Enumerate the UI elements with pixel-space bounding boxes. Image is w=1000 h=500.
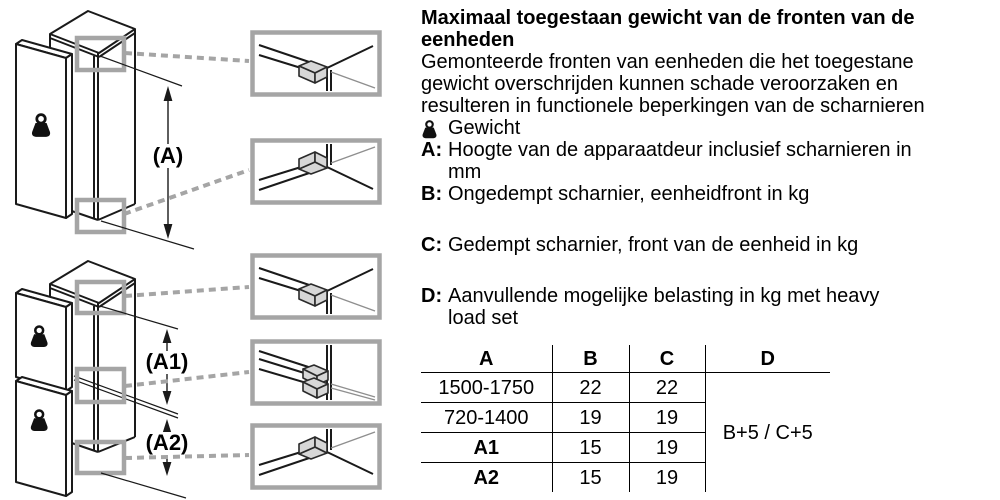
column-header-d: D (705, 345, 830, 373)
dimension-a2 (140, 419, 194, 476)
legend-item-c (421, 234, 986, 256)
leader-line (125, 287, 249, 296)
detail-callout-middle-hinges (253, 342, 380, 404)
cell-b: 15 (552, 463, 629, 493)
detail-callout-top-hinge (253, 256, 380, 318)
weight-icon (421, 117, 448, 139)
column-header-c: C (629, 345, 705, 373)
detail-callout-bottom-hinge (253, 141, 380, 203)
legend-item-d (421, 285, 986, 329)
dimension-label-a1: (A1) (145, 349, 189, 374)
cell-a: 1500-1750 (421, 373, 552, 403)
detail-callout-top-hinge (253, 33, 380, 95)
legend-label: Gedempt scharnier, front van de eenheid in kg (448, 234, 859, 256)
legend-key: B: (421, 183, 443, 205)
cell-d-merged: B+5 / C+5 (705, 373, 830, 493)
cell-c: 19 (629, 403, 705, 433)
dimension-label-a2: (A2) (145, 430, 189, 455)
page-title: Maximaal toegestaan gewicht van de fronten van de eenheden (421, 7, 915, 51)
max-front-weight-table (421, 345, 830, 492)
dimension-a1 (140, 329, 194, 405)
dimension-a (146, 86, 190, 239)
dimension-label-a: (A) (152, 143, 184, 168)
legend-label: Hoogte van de apparaatdeur inclusief scharnieren in mm (448, 139, 912, 183)
cell-a: A2 (473, 466, 500, 489)
cell-c: 19 (629, 463, 705, 493)
legend-label: Ongedempt scharnier, eenheidfront in kg (448, 183, 810, 205)
installation-diagram (0, 0, 410, 500)
leader-line (124, 170, 249, 214)
lower-door-panel (16, 377, 72, 496)
legend-key: A: (421, 139, 443, 161)
legend-item-weight (421, 117, 986, 139)
legend-list (421, 117, 986, 329)
cell-c: 22 (629, 373, 705, 403)
text-column (421, 7, 986, 492)
cell-a: A1 (421, 433, 552, 463)
cell-b: 22 (552, 373, 629, 403)
intro-text: Gemonteerde fronten van eenheden die het toegestane gewicht overschrijden kunnen schade veroorzaken en resulteren in functionele beperkingen van de scharnieren (421, 51, 925, 117)
fridge-tall-unit-diagram (16, 11, 194, 249)
leader-line (125, 455, 249, 458)
column-header-a: A (421, 345, 552, 373)
legend-label: Aanvullende mogelijke belasting in kg met heavy load set (448, 285, 880, 329)
cell-b: 15 (552, 433, 629, 463)
legend-item-a (421, 139, 986, 183)
table-header-row (421, 345, 830, 373)
leader-lines (124, 53, 249, 458)
cell-a: 720-1400 (421, 403, 552, 433)
appliance-door-panel (16, 40, 72, 218)
legend-item-b (421, 183, 986, 205)
column-header-b: B (552, 345, 629, 373)
upper-door-panel (16, 289, 72, 391)
leader-line (125, 53, 249, 61)
legend-key: D: (421, 285, 443, 307)
legend-key: C: (421, 234, 443, 256)
cell-c: 19 (629, 433, 705, 463)
cell-b: 19 (552, 403, 629, 433)
legend-label: Gewicht (448, 117, 521, 139)
table-row (421, 373, 830, 403)
leader-line (125, 372, 249, 386)
detail-callout-bottom-hinge (253, 426, 380, 488)
